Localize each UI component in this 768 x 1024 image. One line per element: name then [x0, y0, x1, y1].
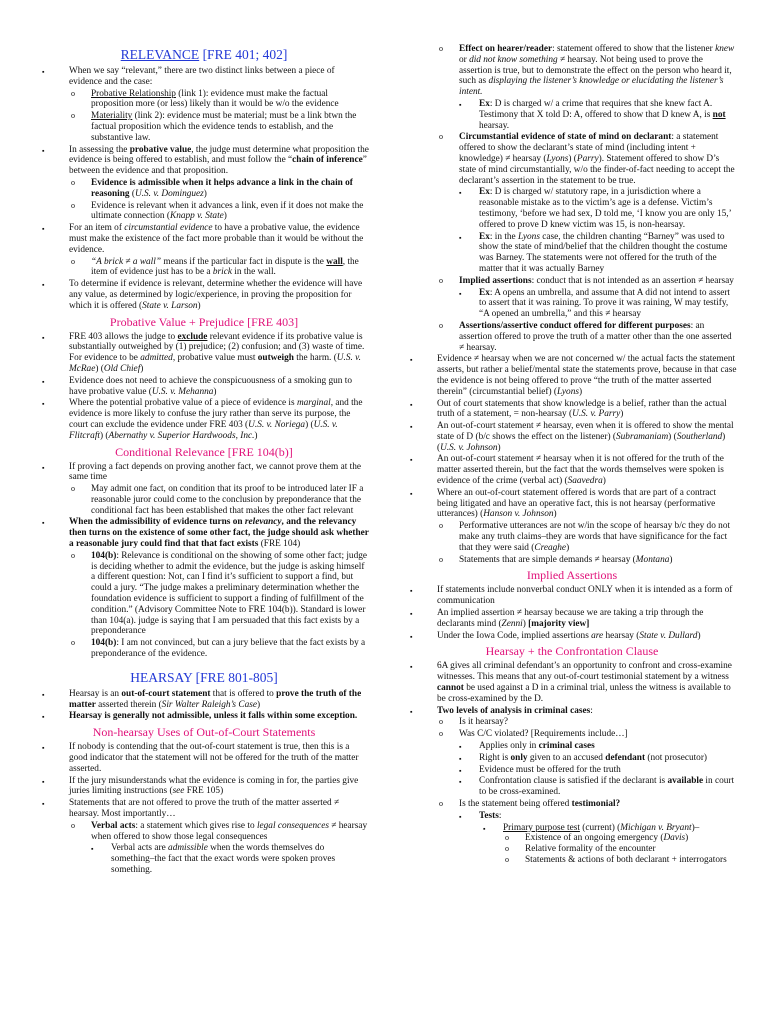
- bullet-text: 104(b): Relevance is conditional on the showing of some other fact; judge is deciding whether to admit the evidence, but the judge is asking himself a different question: Not, can I find it’s sufficient to support a find, but could a jury. “The judge makes a preliminary determination whether the foundation evidence is sufficient to support a finding of fulfillment of the condition.” (Advisory Committee Note to FRE 104(b)). Standard is lower than 104(a). judge is saying that I am persuaded that this fact exists by a preponderance: [91, 550, 368, 637]
- bullet-text: For an item of circumstantial evidence to have a probative value, the evidence must make the existence of the fact more probable than it would be without the evidence.: [69, 223, 364, 255]
- bullet-text: An out-of-court statement ≠ hearsay, even when it is offered to show the mental state of D (b/c shows the effect on the listener) (Subramaniam) (Southerland) (U.S. v. Johnson): [437, 421, 734, 453]
- bullet-item: [407, 741, 737, 752]
- bullet-text: Existence of an ongoing emergency (Davis): [525, 833, 689, 844]
- bullet-text: Primary purpose test (current) (Michigan v. Bryant)–: [503, 822, 700, 833]
- bullet-text: If proving a fact depends on proving another fact, we cannot prove them at the same time: [69, 461, 361, 483]
- bullet-marker: o: [505, 844, 509, 854]
- bullet-item: [39, 776, 369, 798]
- bullet-item: [39, 462, 369, 484]
- bullet-item: [407, 321, 737, 353]
- bullet-text: Ex: D is charged w/ statutory rape, in a jurisdiction where a reasonable mistake as to the victim’s age is a defense. Victim’s testimony, ‘before we had sex, D told me, ‘I know you are only 15,’ offered to prove D knew victim was 15, is non-hearsay.: [479, 187, 731, 230]
- bullet-item: [407, 631, 737, 642]
- bullet-text: Relative formality of the encounter: [525, 844, 656, 855]
- bullet-item: [39, 711, 369, 722]
- bullet-marker: ▪: [42, 333, 45, 342]
- bullet-item: [39, 279, 369, 311]
- section-heading: HEARSAY [FRE 801-805]: [130, 669, 278, 685]
- bullet-item: [407, 276, 737, 287]
- bullet-marker: o: [71, 111, 75, 121]
- bullet-text: May admit one fact, on condition that its proof to be introduced later IF a reasonable juror could come to the conclusion by preponderance that the conditional fact has been established that makes the other fact relevant: [91, 484, 364, 516]
- bullet-text: Assertions/assertive conduct offered for different purposes: an assertion offered to prove the truth of a matter other than the one asserted ≠ hearsay.: [459, 320, 732, 353]
- bullet-text: Verbal acts are admissible when the words themselves do something–the fact that the exact words were spoken proves something.: [111, 843, 336, 875]
- bullet-item: [407, 823, 737, 834]
- bullet-text: Ex: A opens an umbrella, and assume that A did not intend to assert to assert that it was raining. To prove it was raining, W may testify, “A opened an umbrella,” and this ≠ hearsay: [479, 287, 730, 320]
- bullet-marker: o: [71, 820, 75, 830]
- bullet-text: 6A gives all criminal defendant’s an opportunity to confront and cross-examine witnesses. This means that any out-of-court testimonial statement by a witness cannot be used against a D in a criminal trial, unless the witness is available to be cross-examined by the D.: [437, 661, 732, 704]
- bullet-marker: o: [71, 200, 75, 210]
- bullet-text: Effect on hearer/reader: statement offered to show that the listener knew or did not know something ≠ hearsay. Not being used to prove the assertion is true, but to demonstrate the effect on the person who heard it, such as displaying the listener’s knowledge or elucidating the listener’s intent.: [459, 44, 735, 98]
- bullet-text: Two levels of analysis in criminal cases:: [437, 705, 593, 716]
- bullet-marker: o: [439, 521, 443, 531]
- bullet-text: Evidence must be offered for the truth: [479, 764, 621, 775]
- bullet-item: [407, 288, 737, 320]
- bullet-text: Verbal acts: a statement which gives rise to legal consequences ≠ hearsay when offered to show those legal consequences: [91, 820, 368, 842]
- bullet-marker: o: [439, 275, 443, 285]
- bullet-item: [407, 555, 737, 566]
- bullet-text: Probative Relationship (link 1): evidence must make the factual proposition more (or less) likely than it would be w/o the evidence: [91, 88, 339, 110]
- bullet-text: Evidence is admissible when it helps advance a link in the chain of reasoning (U.S. v. Dominguez): [91, 177, 353, 199]
- bullet-text: Ex: in the Lyons case, the children chanting “Barney” was used to show the state of mind/belief that the children thought the costume was Barney. The statements were not offered for the truth of the matter that it was actually Barney: [479, 231, 728, 274]
- bullet-text: Hearsay is an out-of-court statement that is offered to prove the truth of the matter asserted therein (Sir Walter Raleigh’s Case): [69, 688, 362, 710]
- bullet-item: [407, 99, 737, 131]
- bullet-item: [407, 844, 737, 855]
- bullet-text: When we say “relevant,” there are two distinct links between a piece of evidence and the case:: [69, 66, 335, 87]
- bullet-item: [39, 484, 369, 516]
- left-column: [39, 44, 369, 877]
- bullet-item: [407, 488, 737, 520]
- bullet-item: [407, 799, 737, 810]
- bullet-text: Materiality (link 2): evidence must be material; must be a link btwn the factual proposition which the evidence tends to establish, and the substantive law.: [91, 111, 357, 143]
- bullet-marker: ▪: [459, 766, 462, 775]
- bullet-item: [407, 833, 737, 844]
- bullet-text: Where the potential probative value of a piece of evidence is marginal, and the evidence is more likely to confuse the jury rather than serve its purpose, the court can exclude the evidence under FRE 403 (U.S. v. Noriega) (U.S. v. Flitcraft) (Abernathy v. Superior Hardwoods, Inc.): [69, 398, 363, 441]
- bullet-text: To determine if evidence is relevant, determine whether the evidence will have any value, as determined by logic/experience, in proving the proposition for which it is offered (State v. Larson): [69, 279, 363, 311]
- bullet-marker: ▪: [459, 100, 462, 109]
- bullet-text: Statements & actions of both declarant + interrogators: [525, 854, 727, 865]
- bullet-marker: ▪: [410, 489, 413, 498]
- bullet-marker: o: [439, 44, 443, 53]
- bullet-item: [407, 187, 737, 230]
- bullet-item: [407, 753, 737, 764]
- bullet-marker: ▪: [42, 225, 45, 234]
- bullet-marker: o: [439, 729, 443, 739]
- bullet-item: [39, 66, 369, 88]
- bullet-item: [39, 111, 369, 143]
- bullet-marker: ▪: [42, 377, 45, 386]
- bullet-text: Out of court statements that show knowledge is a belief, rather than the actual truth of a statement, = non-hearsay (U.S. v. Parry): [437, 398, 727, 420]
- bullet-marker: o: [71, 256, 75, 266]
- bullet-text: FRE 403 allows the judge to exclude relevant evidence if its probative value is substantially outweighed by (1) prejudice; (2) confusion; and (3) waste of time. For evidence to be admitted, probative value must outweigh the harm. (U.S. v. McRae) (Old Chief): [69, 331, 365, 374]
- bullet-text: Circumstantial evidence of state of mind on declarant: a statement offered to show the declarant’s state of mind (including intent + knowledge) ≠ hearsay (Lyons) (Parry). Statement offered to show D’s state of mind circumstantially, w/o the finder-of-fact needing to accept the declarant’s assertion in the statement to be true.: [459, 132, 735, 186]
- bullet-item: [407, 661, 737, 704]
- bullet-marker: o: [505, 854, 509, 864]
- section-heading: Implied Assertions: [526, 568, 618, 583]
- bullet-marker: ▪: [42, 68, 45, 76]
- bullet-marker: ▪: [42, 519, 45, 528]
- bullet-marker: ▪: [91, 845, 94, 854]
- bullet-item: [407, 811, 737, 822]
- bullet-marker: ▪: [42, 744, 45, 753]
- bullet-text: Tests:: [479, 810, 502, 821]
- section-heading: RELEVANCE [FRE 401; 402]: [120, 47, 288, 62]
- bullet-text: 104(b): I am not convinced, but can a jury believe that the fact exists by a preponderance of the evidence.: [91, 638, 366, 660]
- bullet-marker: o: [71, 88, 75, 98]
- bullet-item: [407, 765, 737, 776]
- bullet-marker: o: [439, 554, 443, 564]
- bullet-marker: ▪: [42, 713, 45, 722]
- bullet-text: Evidence is relevant when it advances a link, even if it does not make the ultimate connection (Knapp v. State): [91, 200, 364, 222]
- bullet-marker: ▪: [410, 587, 413, 596]
- bullet-marker: o: [439, 132, 443, 142]
- bullet-item: [39, 742, 369, 774]
- bullet-item: [39, 223, 369, 255]
- bullet-text: If the jury misunderstands what the evidence is coming in for, the parties give juries limiting instructions (see FRE 105): [69, 775, 359, 797]
- bullet-text: Was C/C violated? [Requirements include…]: [459, 729, 628, 740]
- bullet-item: [407, 399, 737, 421]
- bullet-item: [407, 232, 737, 275]
- bullet-marker: ▪: [459, 743, 462, 752]
- bullet-text: An out-of-court statement ≠ hearsay when it is not offered for the truth of the matter asserted therein, but the fact that the words themselves were spoken is evidence of the crime (verbal act) (Saavedra): [437, 454, 724, 487]
- bullet-item: [39, 398, 369, 441]
- bullet-marker: ▪: [42, 463, 45, 472]
- section-heading: Hearsay + the Confrontation Clause: [485, 644, 659, 659]
- bullet-marker: ▪: [410, 356, 413, 365]
- bullet-text: Applies only in criminal cases: [479, 741, 595, 752]
- bullet-marker: ▪: [410, 632, 413, 641]
- bullet-marker: o: [71, 638, 75, 648]
- bullet-text: If nobody is contending that the out-of-court statement is true, then this is a good indicator that the statement will not be offered for the truth of the matter asserted.: [69, 742, 359, 774]
- bullet-marker: ▪: [459, 754, 462, 763]
- bullet-text: Confrontation clause is satisfied if the declarant is available in court to be cross-examined.: [479, 776, 735, 798]
- bullet-item: [39, 376, 369, 398]
- bullet-text: In assessing the probative value, the judge must determine what proposition the evidence is being offered to establish, and must follow the “chain of inference” between the evidence and that proposition.: [69, 144, 369, 177]
- bullet-marker: ▪: [459, 289, 462, 298]
- bullet-text: Implied assertions: conduct that is not intended as an assertion ≠ hearsay: [459, 275, 734, 286]
- bullet-marker: ▪: [483, 824, 486, 833]
- bullet-item: [39, 89, 369, 111]
- bullet-marker: ▪: [459, 233, 462, 242]
- bullet-item: [39, 332, 369, 375]
- bullet-marker: ▪: [410, 400, 413, 409]
- bullet-item: [407, 44, 737, 98]
- bullet-text: When the admissibility of evidence turns on relevancy, and the relevancy then turns on the existence of some other fact, the judge should ask whether a reasonable jury could find that that fact exists (FRE 104): [69, 517, 369, 550]
- bullet-item: [407, 729, 737, 740]
- section-heading: Conditional Relevance [FRE 104(b)]: [115, 444, 293, 459]
- bullet-marker: ▪: [459, 189, 462, 198]
- bullet-text: “A brick ≠ a wall” means if the particular fact in dispute is the wall, the item of evidence just has to be a brick in the wall.: [91, 256, 359, 278]
- bullet-item: [39, 201, 369, 223]
- bullet-text: Statements that are not offered to prove the truth of the matter asserted ≠ hearsay. Most importantly…: [69, 798, 340, 820]
- bullet-marker: o: [71, 550, 75, 560]
- bullet-item: [39, 821, 369, 843]
- bullet-marker: ▪: [42, 146, 45, 155]
- bullet-marker: ▪: [42, 800, 45, 809]
- bullet-marker: o: [505, 833, 509, 843]
- bullet-item: [39, 178, 369, 200]
- bullet-text: If statements include nonverbal conduct ONLY when it is intended as a form of communication: [437, 585, 733, 607]
- bullet-marker: o: [439, 717, 443, 727]
- bullet-marker: o: [439, 799, 443, 808]
- bullet-text: Evidence ≠ hearsay when we are not concerned w/ the actual facts the statement asserts, but rather a belief/mental state the statements prove, because in that case the evidence is not being offered to prove “the truth of the matter asserted therein” (circumstantial belief) (Lyons): [437, 354, 737, 397]
- bullet-marker: ▪: [410, 456, 413, 465]
- bullet-item: [407, 608, 737, 630]
- bullet-marker: o: [439, 320, 443, 330]
- bullet-item: [407, 717, 737, 728]
- bullet-text: Where an out-of-court statement offered is words that are part of a contract being litigated and have an operative fact, this is not hearsay (performative utterances) (Hanson v. Johnson): [437, 487, 717, 520]
- bullet-text: Hearsay is generally not admissible, unless it falls within some exception.: [69, 711, 358, 722]
- bullet-marker: ▪: [410, 423, 413, 432]
- bullet-item: [39, 551, 369, 637]
- bullet-text: Is it hearsay?: [459, 717, 509, 728]
- bullet-text: Right is only given to an accused defendant (not prosecutor): [479, 752, 708, 763]
- bullet-marker: ▪: [42, 690, 45, 699]
- bullet-item: [39, 638, 369, 660]
- bullet-text: Evidence does not need to achieve the conspicuousness of a smoking gun to have probative value (U.S. v. Mehanna): [69, 375, 352, 397]
- bullet-item: [407, 776, 737, 798]
- bullet-item: [39, 145, 369, 177]
- bullet-text: Performative utterances are not w/in the scope of hearsay b/c they do not make any truth claims–they are words that have significance for the fact that they were said (Creaghe): [459, 521, 731, 553]
- bullet-text: Under the Iowa Code, implied assertions are hearsay (State v. Dullard): [437, 630, 701, 641]
- bullet-text: Is the statement being offered testimonial?: [459, 799, 621, 809]
- bullet-marker: ▪: [459, 778, 462, 787]
- bullet-text: Ex: D is charged w/ a crime that requires that she knew fact A. Testimony that X told D: A, offered to show that D knew A, is not hearsay.: [479, 98, 726, 131]
- bullet-marker: ▪: [42, 777, 45, 786]
- bullet-item: [407, 421, 737, 453]
- bullet-item: [407, 706, 737, 717]
- bullet-text: Statements that are simple demands ≠ hearsay (Montana): [459, 554, 673, 565]
- bullet-item: [39, 257, 369, 279]
- bullet-item: [39, 798, 369, 820]
- bullet-item: [407, 354, 737, 397]
- bullet-item: [39, 689, 369, 711]
- bullet-item: [39, 517, 369, 549]
- section-heading: Non-hearsay Uses of Out-of-Court Statements: [92, 725, 316, 740]
- section-heading: Probative Value + Prejudice [FRE 403]: [109, 314, 299, 329]
- right-column: [407, 44, 737, 866]
- bullet-marker: ▪: [42, 281, 45, 290]
- bullet-marker: ▪: [410, 610, 413, 619]
- bullet-marker: ▪: [42, 400, 45, 409]
- bullet-item: [407, 454, 737, 486]
- bullet-marker: o: [71, 484, 75, 494]
- bullet-marker: ▪: [410, 663, 413, 672]
- bullet-item: [407, 132, 737, 186]
- bullet-item: [407, 521, 737, 553]
- bullet-text: An implied assertion ≠ hearsay because we are taking a trip through the declarants mind (Zenni) [majority view]: [437, 608, 704, 629]
- bullet-item: [39, 843, 369, 875]
- bullet-marker: ▪: [459, 812, 462, 821]
- bullet-marker: o: [71, 177, 75, 187]
- bullet-marker: ▪: [410, 707, 413, 716]
- bullet-item: [407, 855, 737, 866]
- bullet-item: [407, 585, 737, 607]
